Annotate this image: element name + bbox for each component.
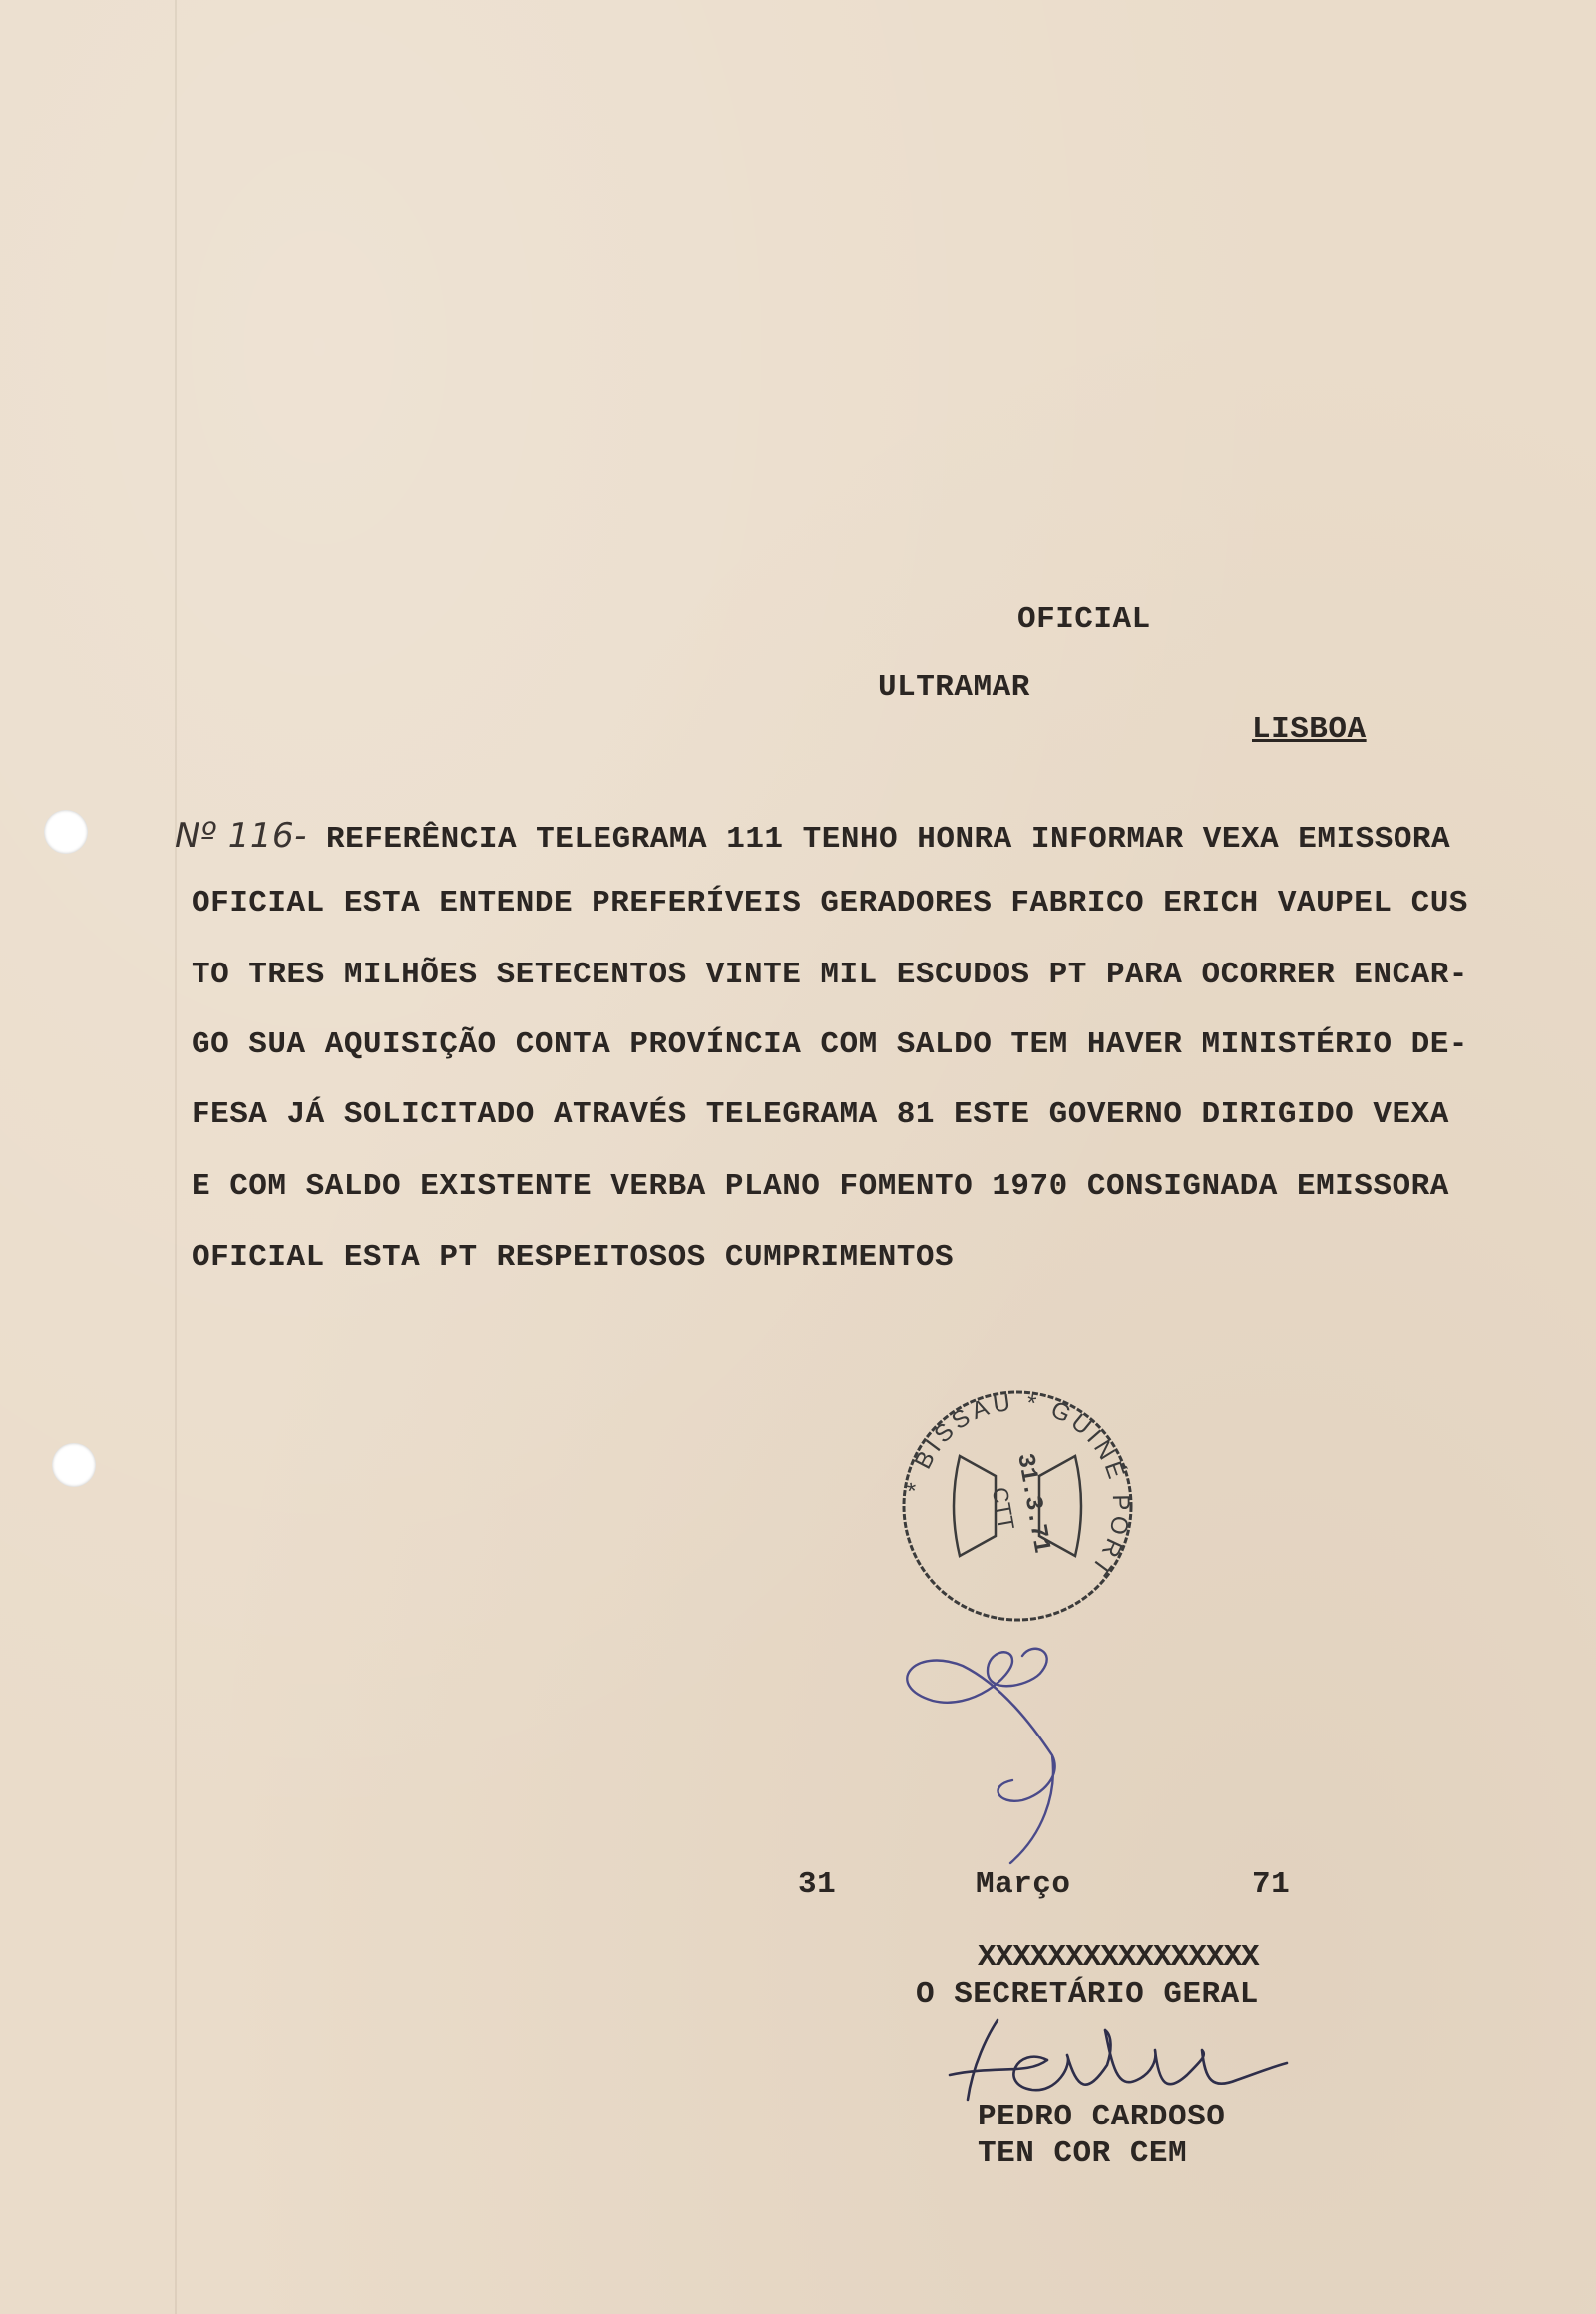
signatory-title: O SECRETÁRIO GERAL: [916, 1977, 1259, 2012]
punch-hole-top: [44, 810, 88, 854]
message-line-1-text: REFERÊNCIA TELEGRAMA 111 TENHO HONRA INFORMAR VEXA EMISSORA: [326, 822, 1451, 857]
date-year: 71: [1252, 1867, 1291, 1902]
message-line-7: OFICIAL ESTA PT RESPEITOSOS CUMPRIMENTOS: [192, 1240, 955, 1275]
message-line-5: FESA JÁ SOLICITADO ATRAVÉS TELEGRAMA 81 ESTE GOVERNO DIRIGIDO VEXA: [192, 1097, 1449, 1132]
signature: [938, 2005, 1297, 2115]
message-line-1: [175, 816, 1450, 857]
stamp-center-label: CTT: [987, 1485, 1019, 1532]
handwritten-number: Nº 116-: [175, 816, 307, 856]
message-line-4: GO SUA AQUISIÇÃO CONTA PROVÍNCIA COM SALDO TEM HAVER MINISTÉRIO DE-: [192, 1027, 1468, 1062]
signatory-rank: TEN COR CEM: [978, 2136, 1188, 2171]
date-day: 31: [798, 1867, 837, 1902]
stamp-date: 31.3.71: [1010, 1451, 1055, 1556]
postmark-stamp: [898, 1386, 1137, 1626]
punch-hole-bottom: [52, 1443, 96, 1487]
date-month: Março: [976, 1867, 1071, 1902]
stamp-outer-text: * BISSAU * GUINÉ PORT: [901, 1388, 1135, 1584]
initials-signature: [893, 1626, 1132, 1865]
header-lisboa: LISBOA: [1252, 712, 1367, 747]
header-oficial: OFICIAL: [1017, 602, 1151, 637]
signatory-name: PEDRO CARDOSO: [978, 2100, 1226, 2134]
message-line-6: E COM SALDO EXISTENTE VERBA PLANO FOMENTO 1970 CONSIGNADA EMISSORA: [192, 1169, 1449, 1204]
paper-fold: [175, 0, 177, 2314]
header-ultramar: ULTRAMAR: [878, 670, 1030, 705]
message-line-2: OFICIAL ESTA ENTENDE PREFERÍVEIS GERADORES FABRICO ERICH VAUPEL CUS: [192, 886, 1468, 921]
message-line-3: TO TRES MILHÕES SETECENTOS VINTE MIL ESCUDOS PT PARA OCORRER ENCAR-: [192, 958, 1468, 992]
struck-line: XXXXXXXXXXXXXXXX: [978, 1940, 1259, 1975]
